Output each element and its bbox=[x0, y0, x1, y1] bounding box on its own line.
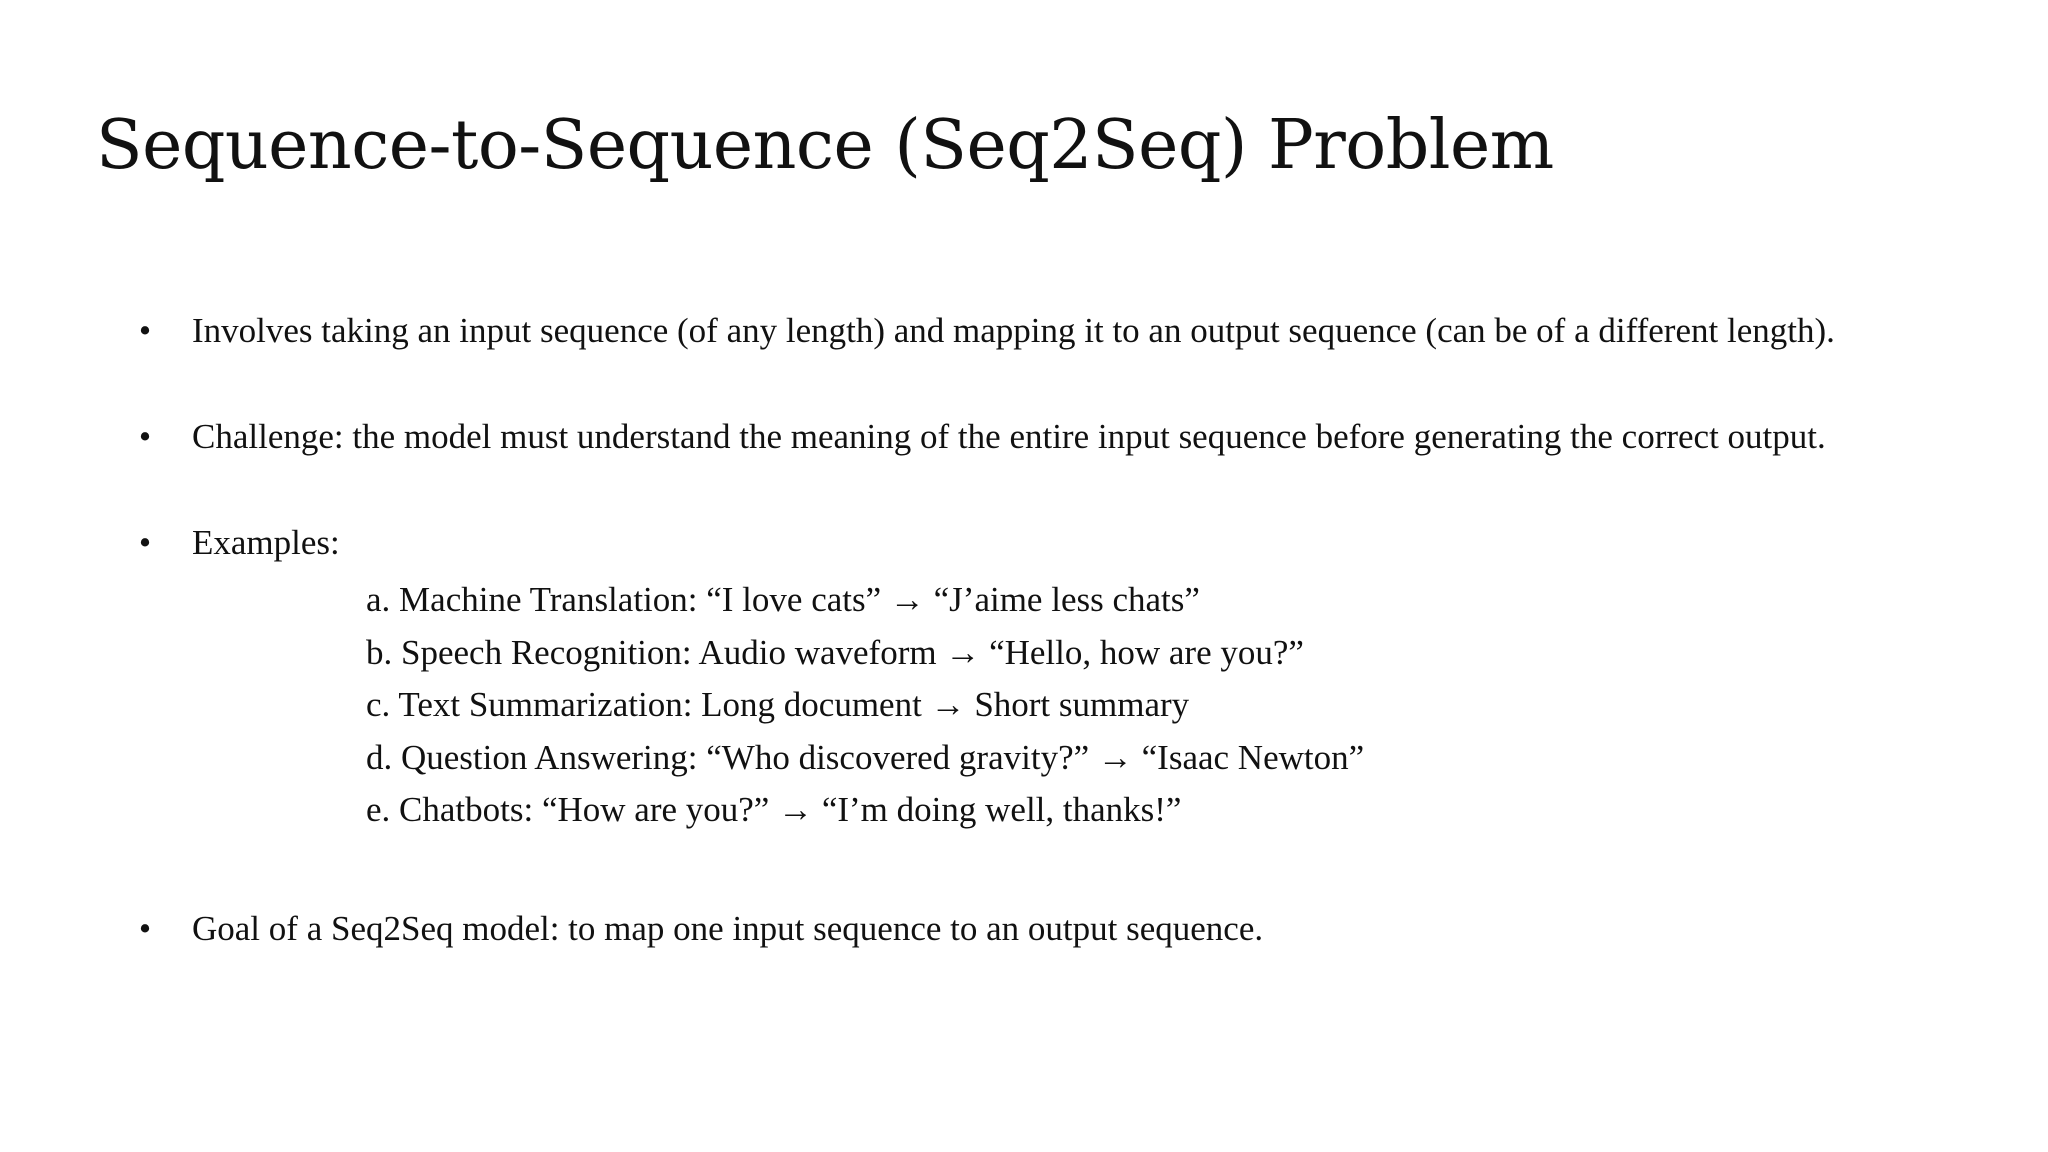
bullet-marker: • bbox=[138, 417, 152, 456]
bullet-marker: • bbox=[138, 311, 152, 350]
bullet-marker: • bbox=[138, 523, 152, 562]
bullet-marker: • bbox=[138, 909, 152, 948]
example-item: d. Question Answering: “Who discovered gravity?” → “Isaac Newton” bbox=[366, 737, 1365, 777]
bullet-text: Challenge: the model must understand the meaning of the entire input sequence before generating the correct output. bbox=[192, 417, 1826, 456]
example-item: b. Speech Recognition: Audio waveform → “Hello, how are you?” bbox=[366, 632, 1304, 672]
example-item: a. Machine Translation: “I love cats” → “J’aime less chats” bbox=[366, 580, 1200, 619]
slide-title: Sequence-to-Sequence (Seq2Seq) Problem bbox=[96, 106, 1554, 185]
bullet-text: Examples: bbox=[192, 523, 340, 562]
bullet-text: Involves taking an input sequence (of any length) and mapping it to an output sequence (can be of a different length). bbox=[192, 311, 1835, 350]
example-item: e. Chatbots: “How are you?” → “I’m doing well, thanks!” bbox=[366, 790, 1182, 829]
bullet-text: Goal of a Seq2Seq model: to map one input sequence to an output sequence. bbox=[192, 909, 1264, 948]
examples-list bbox=[366, 574, 1364, 837]
example-item: c. Text Summarization: Long document → Short summary bbox=[366, 685, 1190, 724]
